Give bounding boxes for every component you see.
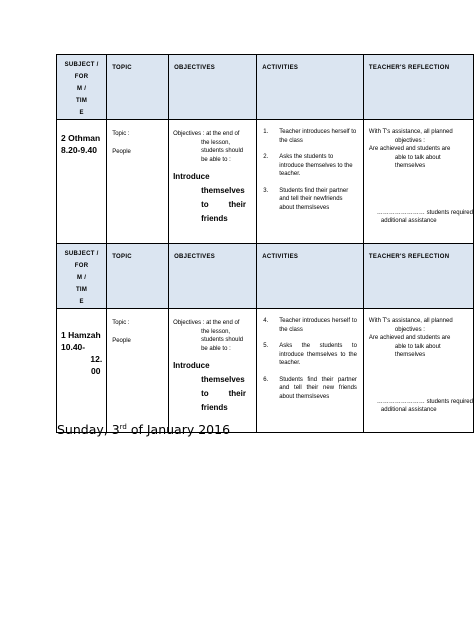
- class-name: 2 Othman: [61, 133, 101, 143]
- subject-header: SUBJECT / FOR M / TIM E: [57, 244, 107, 309]
- reflection-cell: With T's assistance, all planned objectives : Are achieved and students are able to talk about themselves …………………… students required additional assistance: [363, 309, 473, 433]
- activity-item: 4. Teacher introduces herself to the class: [263, 318, 357, 333]
- lesson-plan-table: [56, 54, 474, 433]
- reflection-header: TEACHER'S REFLECTION: [363, 55, 473, 120]
- objectives-header: OBJECTIVES: [169, 55, 257, 120]
- activity-item: 5. Asks the students to introduce themselves to the teacher.: [263, 343, 357, 366]
- reflection-cell: With T's assistance, all planned objectives : Are achieved and students are able to talk about themselves …………………… students required additional assistance: [363, 120, 473, 244]
- activity-item: 6. Students find their partner and tell their new friends about themslseves: [263, 376, 357, 400]
- activities-header: ACTIVITIES: [257, 244, 364, 309]
- header-row: [57, 244, 474, 309]
- class-cell: 1 Hamzah 10.40- 12. 00: [57, 309, 107, 433]
- header-row: [57, 55, 474, 120]
- objectives-header: OBJECTIVES: [169, 244, 257, 309]
- activities-cell: [257, 120, 364, 244]
- class-time: 8.20-9.40: [61, 145, 97, 155]
- date-footer: Sunday, 3rd of January 2016: [57, 422, 231, 437]
- objectives-cell: Objectives : at the end of the lesson, students should be able to : Introduce themselves to their friends: [169, 120, 257, 244]
- topic-cell: Topic : People: [107, 120, 169, 244]
- activities-header: ACTIVITIES: [257, 55, 364, 120]
- lesson-row: [57, 120, 474, 244]
- topic-cell: Topic : People: [107, 309, 169, 433]
- lesson-row: [57, 309, 474, 433]
- reflection-header: TEACHER'S REFLECTION: [363, 244, 473, 309]
- activity-item: 3. Students find their partner and tell their newfriends about themslseves: [263, 187, 349, 211]
- class-name: 1 Hamzah: [61, 330, 101, 340]
- topic-header: TOPIC: [107, 55, 169, 120]
- class-cell: [57, 120, 107, 244]
- activities-cell: [257, 309, 364, 433]
- activity-item: 2. Asks the students to introduce themselves to the teacher.: [263, 154, 353, 177]
- subject-header: SUBJECT / FOR M / TIM E: [57, 55, 107, 120]
- topic-header: TOPIC: [107, 244, 169, 309]
- activity-item: 1. Teacher introduces herself to the class: [263, 129, 357, 144]
- objectives-cell: Objectives : at the end of the lesson, students should be able to : Introduce themselves to their friends: [169, 309, 257, 433]
